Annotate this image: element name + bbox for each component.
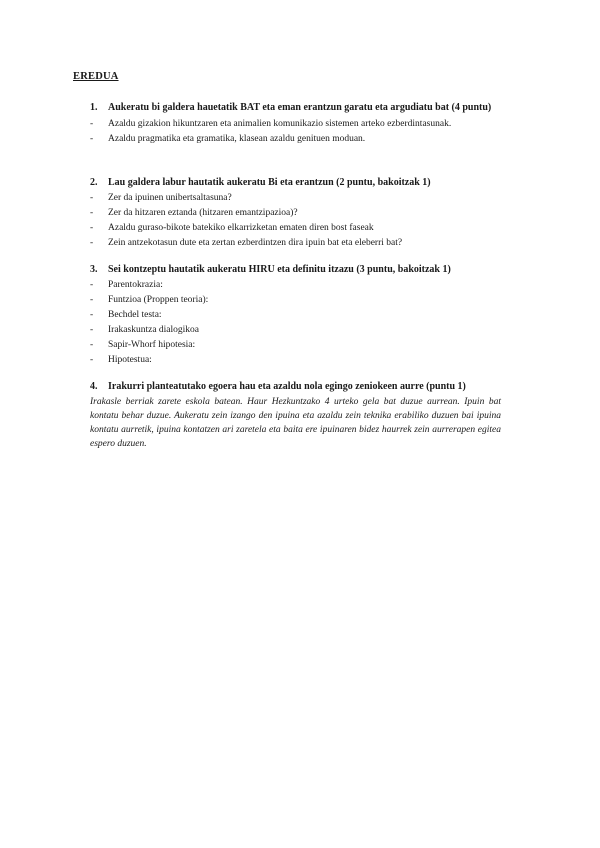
section-number: 3.	[90, 264, 98, 275]
list-item	[90, 206, 500, 221]
list-item	[90, 323, 500, 338]
bullet-dash: -	[90, 355, 94, 365]
bullet-dash: -	[90, 238, 94, 248]
list-item	[90, 353, 500, 368]
list-item	[90, 308, 500, 323]
list-item	[90, 293, 500, 308]
list-item-text: Azaldu guraso-bikote batekiko elkarrizketan ematen diren bost faseak	[108, 223, 374, 233]
section-heading-text: Irakurri planteatutako egoera hau eta azaldu nola egingo zeniokeen aurre (puntu 1)	[108, 381, 466, 392]
list-item-text: Parentokrazia:	[108, 280, 163, 290]
list-item-text: Sapir-Whorf hipotesia:	[108, 340, 196, 350]
section-number: 1.	[90, 102, 98, 113]
question-section-3	[90, 263, 500, 368]
question-section-2	[90, 176, 500, 251]
bullet-dash: -	[90, 295, 94, 305]
bullet-dash: -	[90, 119, 94, 129]
question-section-4	[90, 380, 500, 394]
section-heading	[90, 176, 500, 190]
list-item	[90, 191, 500, 206]
bullet-dash: -	[90, 340, 94, 350]
section-heading	[90, 380, 500, 394]
section-heading	[90, 263, 500, 277]
list-item-text: Zer da hitzaren eztanda (hitzaren emantzipazioa)?	[108, 208, 298, 218]
bullet-dash: -	[90, 134, 94, 144]
bullet-dash: -	[90, 223, 94, 233]
list-item-text: Funtzioa (Proppen teoria):	[108, 295, 209, 305]
scenario-paragraph: Irakasle berriak zarete eskola batean. Haur Hezkuntzako 4 urteko gela bat duzue aurrean. Ipuin bat kontatu behar duzue. Aukeratu zein izango den ipuina eta azaldu zein teknika erabiliko duzuen bai ipuina kontatu aurretik, ipuina kontatzen ari zaretela eta baita ere ipuinaren bidez haurrek zein aurrerapen egitea espero duzuen.	[90, 397, 501, 449]
section-heading-text: Aukeratu bi galdera hauetatik BAT eta eman erantzun garatu eta argudiatu bat (4 puntu)	[108, 102, 492, 113]
document-title: EREDUA	[73, 71, 119, 82]
list-item	[90, 236, 500, 251]
list-item	[90, 221, 500, 236]
list-item-text: Zer da ipuinen unibertsaltasuna?	[108, 193, 232, 203]
bullet-dash: -	[90, 325, 94, 335]
question-section-1	[90, 101, 500, 147]
list-item-text: Bechdel testa:	[108, 310, 162, 320]
list-item-text: Hipotestua:	[108, 355, 152, 365]
list-item-text: Zein antzekotasun dute eta zertan ezberdintzen dira ipuin bat eta eleberri bat?	[108, 238, 403, 248]
bullet-dash: -	[90, 193, 94, 203]
list-item	[90, 132, 500, 147]
list-item-text: Irakaskuntza dialogikoa	[108, 325, 200, 335]
bullet-dash: -	[90, 208, 94, 218]
list-item	[90, 117, 500, 132]
section-heading	[90, 101, 500, 115]
list-item-text: Azaldu gizakion hikuntzaren eta animalien komunikazio sistemen arteko ezberdintasunak.	[108, 119, 452, 129]
section-number: 4.	[90, 381, 98, 392]
list-item-text: Azaldu pragmatika eta gramatika, klasean azaldu genituen moduan.	[108, 134, 366, 144]
list-item	[90, 278, 500, 293]
list-item	[90, 338, 500, 353]
bullet-dash: -	[90, 280, 94, 290]
bullet-dash: -	[90, 310, 94, 320]
section-number: 2.	[90, 177, 98, 188]
section-heading-text: Lau galdera labur hautatik aukeratu Bi eta erantzun (2 puntu, bakoitzak 1)	[108, 177, 431, 188]
section-heading-text: Sei kontzeptu hautatik aukeratu HIRU eta definitu itzazu (3 puntu, bakoitzak 1)	[108, 264, 451, 275]
